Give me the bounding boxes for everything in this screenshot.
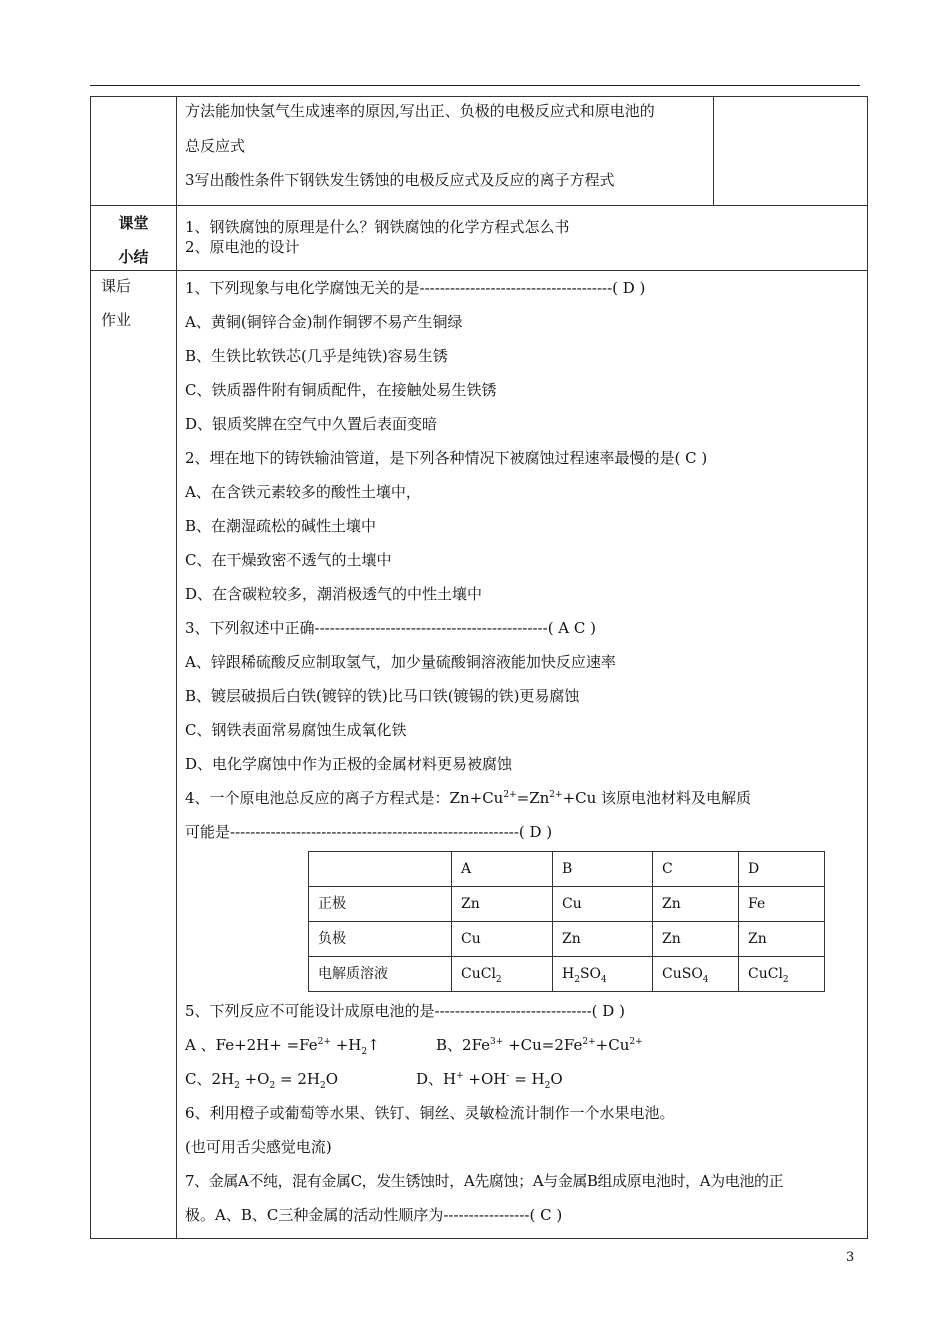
- option: B、在潮湿疏松的碱性土壤中: [185, 517, 377, 535]
- option: D、银质奖牌在空气中久置后表面变暗: [185, 415, 438, 433]
- table-cell: CuCl$_2$: [739, 957, 825, 992]
- negative-electrode-row: [309, 922, 825, 957]
- table-cell: Zn: [653, 887, 739, 922]
- summary-item: 1、钢铁腐蚀的原理是什么？钢铁腐蚀的化学方程式怎么书: [185, 218, 570, 236]
- row1-content-cell: [177, 97, 714, 206]
- option: D、电化学腐蚀中作为正极的金属材料更易被腐蚀: [185, 755, 513, 773]
- positive-electrode-row: [309, 887, 825, 922]
- option: D、$H^+ +OH^- = H_2O$: [416, 1070, 563, 1091]
- table-cell: Cu: [553, 887, 653, 922]
- table-cell: Zn: [653, 922, 739, 957]
- row-homework: [91, 271, 868, 1239]
- header-cell: B: [553, 852, 653, 887]
- table-cell: $H_2SO_4$: [553, 957, 653, 992]
- row-continuation: [91, 97, 868, 206]
- question-7: 7、金属A不纯，混有金属C，发生锈蚀时，A先腐蚀；A与金属B组成原电池时，A为电池的正: [185, 1172, 784, 1190]
- summary-item: 2、原电池的设计: [185, 238, 300, 256]
- option: A、锌跟稀硫酸反应制取氢气，加少量硫酸铜溶液能加快反应速率: [185, 653, 616, 671]
- table-cell: CuSO$_4$: [653, 957, 739, 992]
- homework-content: [177, 271, 868, 1239]
- header-cell: D: [739, 852, 825, 887]
- header-rule: [90, 85, 860, 86]
- table-cell: 负极: [309, 922, 452, 957]
- table-cell: Cu: [452, 922, 553, 957]
- option: C、$2H_2 +O_2 = 2H_2O$: [185, 1070, 338, 1091]
- options-table: [308, 851, 825, 992]
- option: C、在干燥致密不透气的土壤中: [185, 551, 392, 569]
- table-cell: Fe: [739, 887, 825, 922]
- table-cell: Zn: [452, 887, 553, 922]
- option: D、在含碳粒较多，潮消极透气的中性土壤中: [185, 585, 483, 603]
- question-6-note: (也可用舌尖感觉电流): [185, 1138, 332, 1156]
- option-row: [185, 1028, 867, 1062]
- option-row: [185, 1062, 867, 1096]
- question-4: 4、一个原电池总反应的离子方程式是：$Zn+Cu^{2+}=Zn^{2+}+Cu$ 该原电池材料及电解质: [185, 789, 752, 807]
- question-6: 6、利用橙子或葡萄等水果、铁钉、铜丝、灵敏检流计制作一个水果电池。: [185, 1104, 675, 1122]
- question-4-line2: 可能是---------------------------------------------------------( D ): [185, 823, 553, 841]
- text-line: 3写出酸性条件下钢铁发生锈蚀的电极反应式及反应的离子方程式: [185, 171, 615, 189]
- question-2: 2、埋在地下的铸铁输油管道，是下列各种情况下被腐蚀过程速率最慢的是( C ): [185, 449, 708, 467]
- option: C、钢铁表面常易腐蚀生成氧化铁: [185, 721, 407, 739]
- table-cell: Zn: [739, 922, 825, 957]
- header-cell: A: [452, 852, 553, 887]
- row1-note-cell: [714, 97, 868, 206]
- lesson-table: [90, 96, 868, 1239]
- options-header-row: [309, 852, 825, 887]
- question-7-line2: 极。A、B、C三种金属的活动性顺序为-----------------( C ): [185, 1206, 563, 1224]
- header-cell: C: [653, 852, 739, 887]
- table-cell: 电解质溶液: [309, 957, 452, 992]
- question-5: 5、下列反应不可能设计成原电池的是-------------------------------( D ): [185, 1002, 625, 1020]
- row-summary: [91, 206, 868, 271]
- summary-label: 课堂 小结: [91, 206, 177, 271]
- option: A 、$Fe+2H+ =Fe^{2+}$ $+H_2↑$: [185, 1036, 380, 1057]
- question-3: 3、下列叙述中正确----------------------------------------------( A C ): [185, 619, 597, 637]
- option: A、在含铁元素较多的酸性土壤中，: [185, 483, 421, 501]
- electrolyte-row: [309, 957, 825, 992]
- summary-content: [177, 206, 868, 271]
- option: C、铁质器件附有铜质配件，在接触处易生铁锈: [185, 381, 497, 399]
- table-cell: Zn: [553, 922, 653, 957]
- row1-label-cell: [91, 97, 177, 206]
- option: B、生铁比软铁芯(几乎是纯铁)容易生锈: [185, 347, 448, 365]
- header-cell: [309, 852, 452, 887]
- homework-label: 课后 作业: [91, 271, 177, 1239]
- text-line: 方法能加快氢气生成速率的原因,写出正、负极的电极反应式和原电池的: [185, 102, 655, 120]
- option: A、黄铜(铜锌合金)制作铜锣不易产生铜绿: [185, 313, 463, 331]
- table-cell: 正极: [309, 887, 452, 922]
- text-line: 总反应式: [185, 137, 246, 155]
- option: B、镀层破损后白铁(镀锌的铁)比马口铁(镀锡的铁)更易腐蚀: [185, 687, 580, 705]
- option: B、$2Fe^{3+} +Cu=2Fe^{2+}+Cu^{2+}$: [436, 1036, 643, 1054]
- table-cell: CuCl$_2$: [452, 957, 553, 992]
- page-number: 3: [846, 1250, 855, 1265]
- question-1: 1、下列现象与电化学腐蚀无关的是--------------------------------------( D ): [185, 279, 646, 297]
